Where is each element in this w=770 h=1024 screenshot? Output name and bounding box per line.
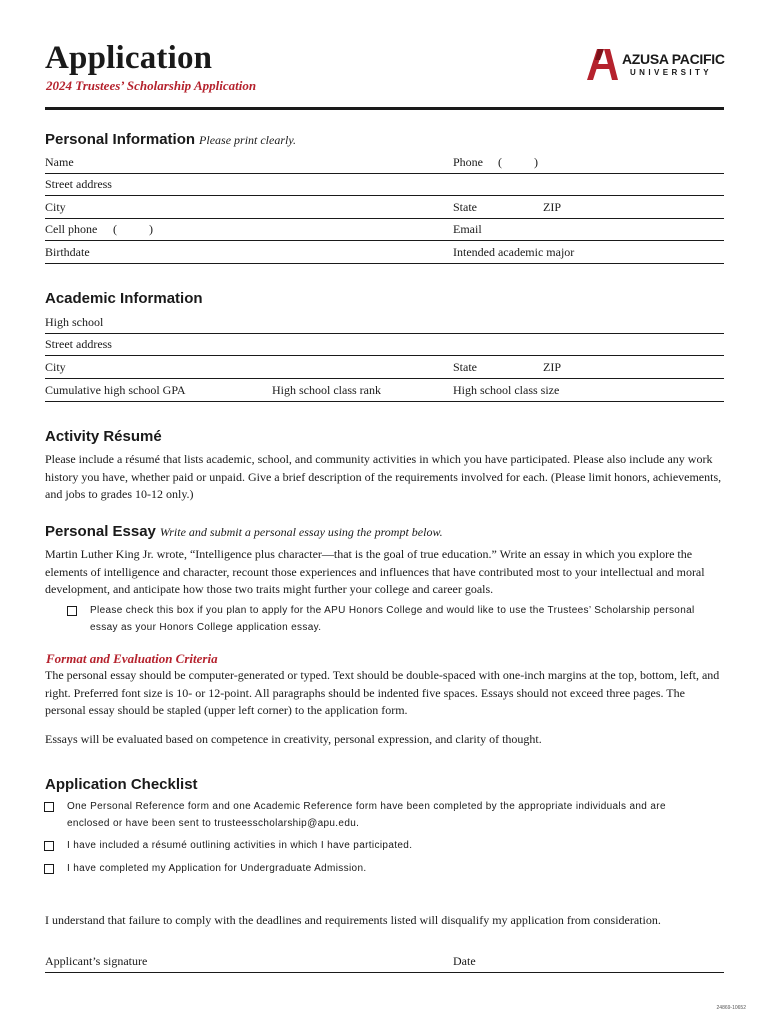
checklist-checkbox-references[interactable] (44, 802, 54, 812)
page-subtitle: 2024 Trustees’ Scholarship Application (46, 78, 257, 93)
evaluation-statement: Essays will be evaluated based on competence in creativity, personal expression, and clarity of thought. (45, 732, 542, 746)
academic-info-heading: Academic Information (45, 290, 203, 307)
date-label: Date (453, 954, 476, 968)
honors-checkbox[interactable] (67, 606, 77, 616)
row-signature-date[interactable] (45, 951, 724, 973)
cell-area-close: ) (149, 222, 153, 236)
row-gpa-rank-size[interactable] (45, 380, 724, 402)
row-cell-email[interactable] (45, 219, 724, 241)
checklist-item-references: One Personal Reference form and one Academic Reference form have been completed by the appropriate individuals and are enclosed or have been sent to trusteesscholarship@apu.edu. (67, 801, 666, 829)
signature-label: Applicant’s signature (45, 954, 148, 968)
row-street[interactable] (45, 174, 724, 196)
personal-info-title: Personal Information (45, 131, 196, 148)
row-city-state-zip[interactable] (45, 197, 724, 219)
resume-instructions: Please include a résumé that lists academic, school, and community activities in which you have participated. Please also include any work history you have, whether paid or unpaid. Give a brief description of the requirements involved for each. (Please limit honors, achievements, and jobs to grades 10-12 only.) (45, 452, 722, 501)
class-rank-label: High school class rank (272, 383, 381, 397)
checklist-checkbox-resume[interactable] (44, 841, 54, 851)
school-city-label: City (45, 360, 66, 374)
phone-area-close: ) (534, 155, 538, 169)
logo-university-text: UNIVERSITY (630, 68, 713, 77)
class-size-label: High school class size (453, 383, 560, 397)
row-name-phone[interactable] (45, 152, 724, 174)
resume-heading: Activity Résumé (45, 428, 162, 445)
university-logo (584, 46, 726, 82)
personal-info-heading (45, 131, 296, 148)
street-label: Street address (45, 177, 112, 191)
row-high-school[interactable] (45, 312, 724, 334)
compliance-statement: I understand that failure to comply with the deadlines and requirements listed will disqualify my application from consideration. (45, 913, 661, 927)
essay-heading (45, 523, 443, 540)
page-title: Application (45, 40, 213, 76)
header-divider (45, 107, 724, 110)
city-label: City (45, 200, 66, 214)
state-label: State (453, 200, 477, 214)
essay-title: Personal Essay (45, 523, 156, 540)
checklist-checkbox-admission[interactable] (44, 864, 54, 874)
gpa-label: Cumulative high school GPA (45, 383, 186, 397)
checklist-heading: Application Checklist (45, 776, 198, 793)
birthdate-label: Birthdate (45, 245, 90, 259)
name-label: Name (45, 155, 74, 169)
zip-label: ZIP (543, 200, 561, 214)
essay-prompt: Martin Luther King Jr. wrote, “Intelligence plus character—that is the goal of true education.” Write an essay in which you explore the elements of intelligence and character, recount those experiences and influences that have contributed most to your intellectual and moral development, and anticipate how those two traits might further your college and career goals. (45, 547, 705, 596)
high-school-label: High school (45, 315, 104, 329)
checklist-item-admission: I have completed my Application for Undergraduate Admission. (67, 863, 367, 874)
phone-label: Phone (453, 155, 483, 169)
school-state-label: State (453, 360, 477, 374)
logo-brand-text: AZUSA PACIFIC (622, 51, 725, 67)
cell-phone-label: Cell phone (45, 222, 98, 236)
school-zip-label: ZIP (543, 360, 561, 374)
email-label: Email (453, 222, 482, 236)
essay-note: Write and submit a personal essay using the prompt below. (159, 525, 443, 539)
cell-area-open: ( (113, 222, 117, 236)
row-birthdate-major[interactable] (45, 242, 724, 264)
school-street-label: Street address (45, 337, 112, 351)
personal-info-note: Please print clearly. (199, 133, 297, 147)
honors-checkbox-label: Please check this box if you plan to apply for the APU Honors College and would like to use the Trustees’ Scholarship personal essay as your Honors College application essay. (90, 605, 695, 633)
criteria-heading: Format and Evaluation Criteria (46, 651, 218, 666)
phone-area-open: ( (498, 155, 502, 169)
row-school-street[interactable] (45, 334, 724, 356)
criteria-body: The personal essay should be computer-generated or typed. Text should be double-spaced with one-inch margins at the top, bottom, left, and right. Preferred font size is 10- or 12-point. All paragraphs should be indented five spaces. Essays should not exceed three pages. The personal essay should be stapled (upper left corner) to the application form. (45, 668, 720, 717)
footer-code: 24869-10652 (716, 1005, 746, 1011)
apu-logo-icon (584, 46, 620, 82)
checklist-item-resume: I have included a résumé outlining activities in which I have participated. (67, 840, 413, 851)
row-school-city[interactable] (45, 357, 724, 379)
major-label: Intended academic major (453, 245, 575, 259)
